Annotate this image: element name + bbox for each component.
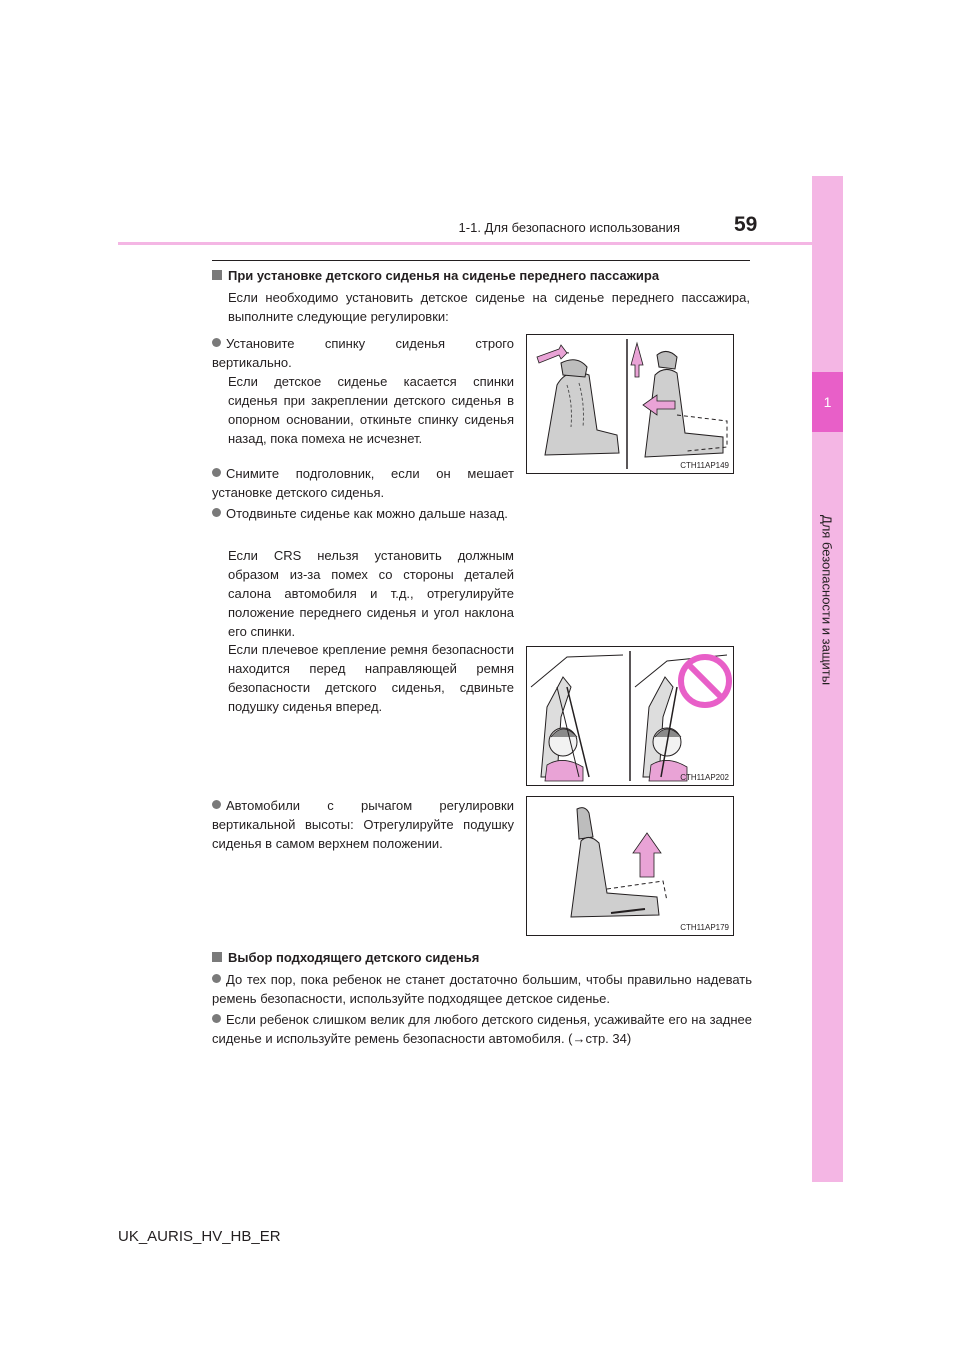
bullet-note: Если CRS нельзя установить должным образом из-за помех со стороны деталей салона автомобиля и т.д., отрегулируйте положение переднего сиденья и угол наклона его спинки.	[228, 548, 514, 639]
square-bullet-icon	[212, 952, 222, 962]
bullet-text: До тех пор, пока ребенок не станет достаточно большим, чтобы правильно надевать ремень безопасности, используйте подходящее детское сиденье.	[212, 972, 752, 1006]
bullet-text: Отодвиньте сиденье как можно дальше назад.	[226, 506, 508, 521]
bullet-dot-icon	[212, 800, 221, 809]
chapter-number: 1	[812, 372, 843, 432]
bullet-text: Установите спинку сиденья строго вертикально.	[212, 336, 514, 370]
seat-illustration-1	[527, 335, 733, 473]
section-rule	[212, 260, 750, 261]
header-rule	[118, 242, 812, 245]
figure-code: CTH11AP202	[680, 773, 729, 782]
bullet-dot-icon	[212, 974, 221, 983]
bullet-item	[212, 464, 514, 502]
section-intro: Если необходимо установить детское сиденье на сиденье переднего пассажира, выполните следующие регулировки:	[228, 290, 750, 324]
square-bullet-icon	[212, 270, 222, 280]
bullet-item	[212, 970, 752, 1008]
bullet-dot-icon	[212, 338, 221, 347]
figure-seat-height	[526, 796, 734, 936]
bullet-text: Снимите подголовник, если он мешает установке детского сиденья.	[212, 466, 514, 500]
bullet-item	[212, 1010, 752, 1048]
section-heading	[212, 950, 752, 965]
bullet-dot-icon	[212, 468, 221, 477]
bullet-item	[212, 334, 514, 372]
bullet-dot-icon	[212, 1014, 221, 1023]
seat-illustration-2	[527, 797, 733, 935]
bullet-dot-icon	[212, 508, 221, 517]
bullet-item	[212, 504, 514, 523]
belt-note: Если плечевое крепление ремня безопасности находится перед направляющей ремня безопасности детского сиденья, сдвиньте подушку сиденья вперед.	[228, 642, 514, 714]
page-number: 59	[734, 213, 758, 236]
bullet-note: Если детское сиденье касается спинки сиденья при закреплении детского сиденья в опорном основании, откиньте спинку сиденья назад, пока помеха не исчезнет.	[228, 374, 514, 446]
section-heading	[212, 268, 752, 283]
bullet-item	[212, 796, 514, 853]
figure-belt-position	[526, 646, 734, 786]
figure-code: CTH11AP179	[680, 923, 729, 932]
bullet-text: Автомобили с рычагом регулировки вертикальной высоты: Отрегулируйте подушку сиденья в самом верхнем положении.	[212, 798, 514, 851]
section-heading-text: При установке детского сиденья на сиденье переднего пассажира	[228, 268, 660, 283]
figure-code: CTH11AP149	[680, 461, 729, 470]
belt-illustration	[527, 647, 733, 785]
bullet-text: Если ребенок слишком велик для любого детского сиденья, усаживайте его на заднее сиденье и используйте ремень безопасности автомобиля. (→стр. 34)	[212, 1012, 752, 1046]
section-heading-text: Выбор подходящего детского сиденья	[228, 950, 480, 965]
running-header: 1-1. Для безопасного использования	[458, 220, 680, 235]
chapter-label: Для безопасности и защиты	[819, 514, 835, 686]
document-code: UK_AURIS_HV_HB_ER	[118, 1228, 281, 1245]
figure-seatback-adjust	[526, 334, 734, 474]
